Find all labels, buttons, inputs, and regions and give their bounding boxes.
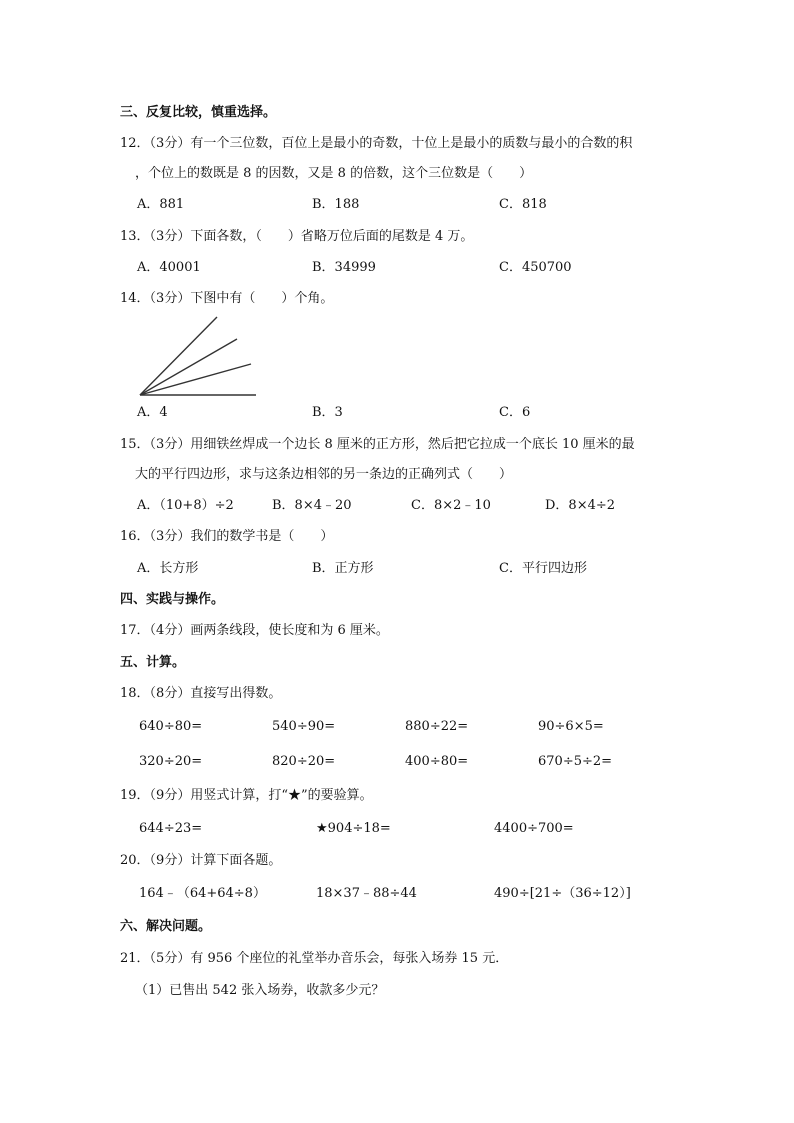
question-19-line1: 19．（9分）用竖式计算，打“★”的要验算。 [120,788,373,803]
option-a: A．4 [137,405,168,420]
question-12-line1: 12．（3分）有一个三位数，百位上是最小的奇数，十位上是最小的质数与最小的合数的积 [120,136,633,151]
question-15-line1: 15．（3分）用细铁丝焊成一个边长 8 厘米的正方形，然后把它拉成一个底长 10 厘米的最 [120,437,635,452]
question-21-sub1: （1）已售出 542 张入场券，收款多少元？ [135,983,385,998]
expression-item: 670÷5÷2= [538,754,613,769]
question-14-line1: 14．（3分）下图中有（ ）个角。 [120,291,334,306]
option-a: A．长方形 [137,561,199,576]
question-20-line1: 20．（9分）计算下面各题。 [120,853,282,868]
expression-item: 540÷90= [272,719,336,734]
option-a: A．881 [137,197,185,212]
option-b: B．188 [312,197,360,212]
expression-item: 320÷20= [139,754,203,769]
option-b: B．正方形 [312,561,374,576]
expression-item: 90÷6×5= [538,719,604,734]
question-13-line1: 13．（3分）下面各数，（ ）省略万位后面的尾数是 4 万。 [120,229,474,244]
angle-ray-1 [140,364,251,395]
section-heading-5: 五、计算。 [120,655,186,670]
option-c: C．450700 [499,260,572,275]
option-d: D．8×4÷2 [545,498,616,513]
angle-ray-3 [140,317,217,395]
angle-figure [135,312,260,400]
question-16-line1: 16．（3分）我们的数学书是（ ） [120,529,334,544]
expression-item: 164﹣（64+64÷8） [139,886,266,901]
angle-ray-2 [140,339,237,395]
option-a: A．40001 [137,260,201,275]
expression-item: 880÷22= [405,719,469,734]
option-b: B．34999 [312,260,376,275]
expression-item: 644÷23= [139,821,203,836]
option-b: B．8×4﹣20 [272,498,352,513]
expression-item: 4400÷700= [494,821,574,836]
question-15-line2: 大的平行四边形，求与这条边相邻的另一条边的正确列式（ ） [135,467,513,482]
question-17: 17．（4分）画两条线段，使长度和为 6 厘米。 [120,623,389,638]
expression-item: 820÷20= [272,754,336,769]
option-c: C．6 [499,405,531,420]
question-12-line2: ，个位上的数既是 8 的因数，又是 8 的倍数，这个三位数是（ ） [135,166,533,181]
option-b: B．3 [312,405,343,420]
expression-item: 400÷80= [405,754,469,769]
question-21-line1: 21．（5分）有 956 个座位的礼堂举办音乐会，每张入场券 15 元． [120,951,509,966]
expression-item: 490÷[21÷（36÷12）] [494,886,631,901]
option-c: C．818 [499,197,547,212]
expression-item: 18×37﹣88÷44 [316,886,417,901]
option-c: C．8×2﹣10 [411,498,491,513]
expression-item: 640÷80= [139,719,203,734]
expression-item: ★904÷18= [316,821,391,836]
section-heading-6: 六、解决问题。 [120,919,212,934]
question-18-line1: 18．（8分）直接写出得数。 [120,686,282,701]
option-a: A．（10+8）÷2 [137,498,234,513]
option-c: C．平行四边形 [499,561,587,576]
section-heading-3: 三、反复比较，慎重选择。 [120,105,277,120]
section-heading-4: 四、实践与操作。 [120,592,225,607]
